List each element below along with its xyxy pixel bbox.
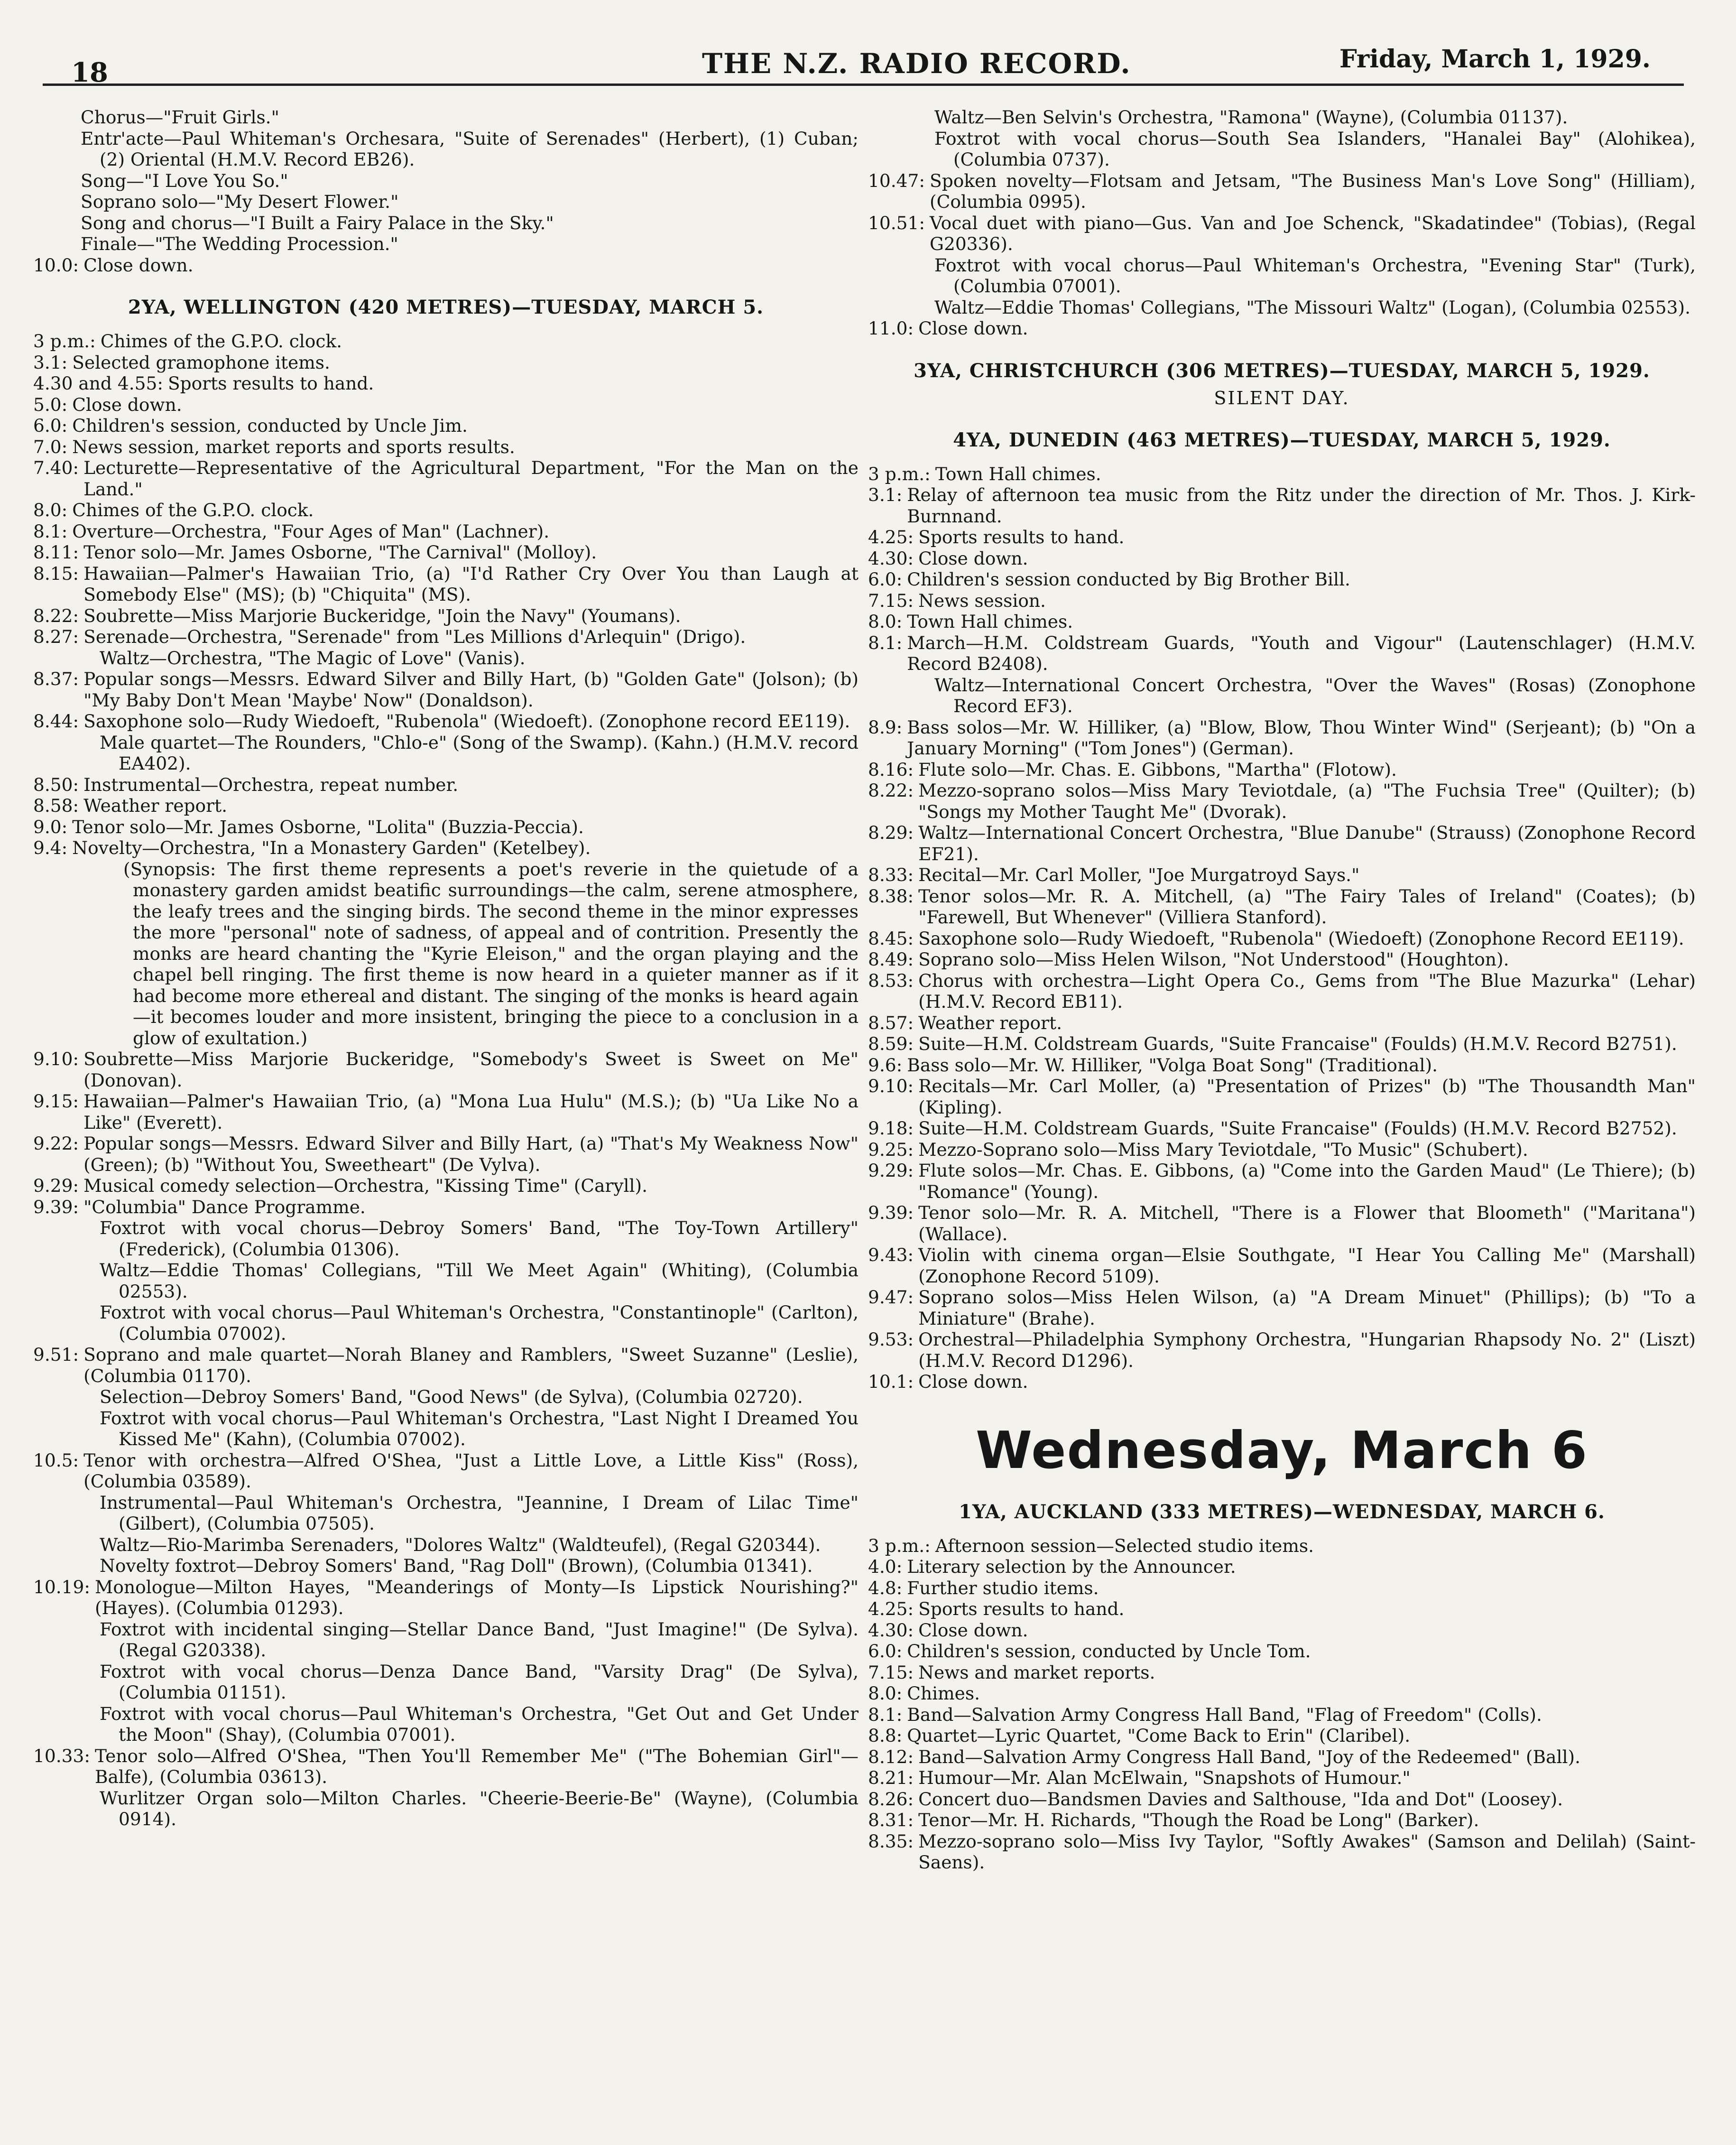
programme-item: Musical comedy selection—Orchestra, "Kissing Time" (Caryll). <box>83 1175 648 1196</box>
programme-time: 9.43: <box>868 1244 914 1265</box>
programme-item: Literary selection by the Announcer. <box>907 1556 1236 1577</box>
programme-item: Mezzo-soprano solo—Miss Ivy Taylor, "Softly Awakes" (Samson and Delilah) (Saint-Saens). <box>918 1830 1696 1873</box>
programme-item: Flute solo—Mr. Chas. E. Gibbons, "Martha" (Flotow). <box>918 759 1397 780</box>
station-heading-3ya: 3YA, CHRISTCHURCH (306 METRES)—TUESDAY, MARCH 5, 1929. <box>914 359 1650 382</box>
programme-sub-item: Waltz—Orchestra, "The Magic of Love" (Vanis). <box>100 647 526 669</box>
programme-time: 8.22: <box>33 605 79 626</box>
programme-item: Sports results to hand. <box>918 1598 1125 1619</box>
programme-item: Spoken novelty—Flotsam and Jetsam, "The Business Man's Love Song" (Hilliam), (Columbia 0995). <box>930 170 1696 212</box>
programme-entry <box>33 1091 859 1133</box>
programme-entry <box>868 1620 1696 1641</box>
programme-time: 4.8: <box>868 1577 903 1598</box>
programme-item: Serenade—Orchestra, "Serenade" from "Les Millions d'Arlequin" (Drigo). <box>83 626 746 647</box>
programme-item: Close down. <box>83 254 194 276</box>
programme-entry <box>868 318 1696 339</box>
programme-item: Quartet—Lyric Quartet, "Come Back to Erin" (Claribel). <box>907 1725 1411 1746</box>
programme-item: Chimes of the G.P.O. clock. <box>72 500 314 520</box>
programme-time: 8.35: <box>868 1830 914 1852</box>
programme-entry <box>33 669 859 711</box>
programme-time: 8.15: <box>33 563 79 584</box>
programme-time: 8.16: <box>868 759 914 780</box>
programme-entry <box>868 1139 1696 1161</box>
programme-time: 10.51: <box>868 212 925 233</box>
programme-time: 8.53: <box>868 970 914 991</box>
right-column <box>868 107 1696 2117</box>
programme-item: News session. <box>918 590 1046 611</box>
programme-item: Tenor solo—Mr. James Osborne, "Lolita" (Buzzia-Peccia). <box>72 816 584 837</box>
programme-item: Saxophone solo—Rudy Wiedoeft, "Rubenola" (Wiedoeft) (Zonophone Record EE119). <box>918 928 1684 949</box>
programme-entry <box>868 527 1696 548</box>
programme-entry <box>868 822 1696 864</box>
programme-entry <box>868 1725 1696 1746</box>
programme-sub-item: Instrumental—Paul Whiteman's Orchestra, "Jeannine, I Dream of Lilac Time" (Gilbert), (Columbia 07505). <box>100 1492 859 1534</box>
programme-item: Recitals—Mr. Carl Moller, (a) "Presentation of Prizes" (b) "The Thousandth Man" (Kipling). <box>918 1076 1696 1118</box>
programme-entry <box>33 521 859 542</box>
programme-item: News session, market reports and sports results. <box>72 436 515 457</box>
programme-item: Weather report. <box>83 795 228 816</box>
programme-time: 10.33: <box>33 1745 90 1766</box>
programme-sub-item: Entr'acte—Paul Whiteman's Orchesara, "Suite of Serenades" (Herbert), (1) Cuban; (2) Oriental (H.M.V. Record EB26). <box>81 128 859 170</box>
programme-sub-item: Wurlitzer Organ solo—Milton Charles. "Cheerie-Beerie-Be" (Wayne), (Columbia 0914). <box>100 1787 859 1829</box>
programme-time: 10.1: <box>868 1371 914 1392</box>
programme-time: 10.0: <box>33 254 79 276</box>
programme-entry <box>868 1831 1696 1873</box>
programme-time: 9.10: <box>33 1049 79 1069</box>
programme-item: Afternoon session—Selected studio items. <box>935 1535 1314 1556</box>
programme-item: Children's session conducted by Big Brother Bill. <box>907 569 1350 590</box>
programme-entry <box>868 1662 1696 1683</box>
page-number: 18 <box>71 57 108 88</box>
programme-time: 10.5: <box>33 1449 79 1471</box>
programme-sub-item: Selection—Debroy Somers' Band, "Good News" (de Sylva), (Columbia 02720). <box>100 1386 803 1407</box>
programme-entry <box>33 795 859 817</box>
programme-entry <box>868 1055 1696 1076</box>
programme-time: 3 p.m.: <box>868 463 931 484</box>
programme-item: Sports results to hand. <box>167 373 374 394</box>
programme-time: 8.27: <box>33 626 79 647</box>
programme-entry <box>33 817 859 838</box>
programme-entry <box>868 1160 1696 1202</box>
programme-item: Chimes. <box>907 1683 980 1704</box>
programme-item: Saxophone solo—Rudy Wiedoeft, "Rubenola" (Wiedoeft). (Zonophone record EE119). <box>83 711 850 732</box>
programme-entry <box>868 170 1696 213</box>
programme-item: Popular songs—Messrs. Edward Silver and Billy Hart, (a) "That's My Weakness Now" (Green); (b) "Without You, Sweetheart" (De Vylva). <box>83 1133 859 1175</box>
programme-entry <box>868 484 1696 527</box>
paper-title: THE N.Z. RADIO RECORD. <box>702 47 1131 80</box>
programme-item: Close down. <box>918 1371 1028 1392</box>
programme-item: Soprano solos—Miss Helen Wilson, (a) "A Dream Minuet" (Phillips); (b) "To a Miniature" (Brahe). <box>918 1287 1696 1329</box>
programme-entry <box>33 605 859 627</box>
programme-sub-item: Waltz—Eddie Thomas' Collegians, "The Missouri Waltz" (Logan), (Columbia 02553). <box>934 297 1691 318</box>
programme-time: 7.15: <box>868 590 914 611</box>
programme-entry <box>33 500 859 521</box>
programme-time: 8.31: <box>868 1810 914 1830</box>
programme-entry <box>868 1598 1696 1620</box>
programme-time: 8.50: <box>33 774 79 795</box>
programme-item: Further studio items. <box>907 1577 1099 1598</box>
programme-sub-item: Novelty foxtrot—Debroy Somers' Band, "Rag Doll" (Brown), (Columbia 01341). <box>100 1555 813 1576</box>
silent-day-note: SILENT DAY. <box>1214 387 1350 409</box>
programme-time: 9.51: <box>33 1344 79 1365</box>
programme-item: Close down. <box>918 1619 1028 1641</box>
programme-entry <box>868 632 1696 675</box>
station-heading-1ya: 1YA, AUCKLAND (333 METRES)—WEDNESDAY, MARCH 6. <box>959 1500 1605 1523</box>
programme-time: 9.4: <box>33 837 68 858</box>
programme-time: 9.47: <box>868 1287 914 1308</box>
programme-entry <box>868 1767 1696 1789</box>
programme-item: Town Hall chimes. <box>935 463 1101 484</box>
programme-item: Town Hall chimes. <box>907 611 1073 632</box>
programme-entry <box>868 1535 1696 1557</box>
programme-item: Close down. <box>918 548 1028 569</box>
programme-time: 8.21: <box>868 1767 914 1788</box>
programme-time: 8.11: <box>33 542 79 563</box>
programme-time: 3 p.m.: <box>33 331 96 352</box>
programme-sub-item: Foxtrot with vocal chorus—Denza Dance Band, "Varsity Drag" (De Sylva), (Columbia 01151). <box>100 1661 859 1703</box>
programme-item: Children's session, conducted by Uncle Jim. <box>72 415 468 436</box>
programme-item: Waltz—International Concert Orchestra, "Blue Danube" (Strauss) (Zonophone Record EF21). <box>918 822 1696 864</box>
programme-sub-item: Chorus—"Fruit Girls." <box>81 107 279 128</box>
programme-item: Orchestral—Philadelphia Symphony Orchestra, "Hungarian Rhapsody No. 2" (Liszt) (H.M.V. Record D1296). <box>918 1329 1696 1371</box>
programme-entry <box>868 569 1696 590</box>
programme-sub-item: Foxtrot with incidental singing—Stellar Dance Band, "Just Imagine!" (De Sylva). (Regal G20338). <box>100 1618 859 1661</box>
programme-sub-item: Soprano solo—"My Desert Flower." <box>81 191 399 212</box>
programme-entry <box>33 711 859 732</box>
programme-item: Band—Salvation Army Congress Hall Band, "Joy of the Redeemed" (Ball). <box>918 1746 1581 1767</box>
programme-time: 3.1: <box>868 484 903 505</box>
programme-item: Tenor—Mr. H. Richards, "Though the Road be Long" (Barker). <box>918 1810 1479 1830</box>
programme-entry <box>868 1746 1696 1768</box>
programme-entry <box>868 464 1696 485</box>
programme-entry <box>868 1033 1696 1055</box>
programme-sub-item: Waltz—Ben Selvin's Orchestra, "Ramona" (Wayne), (Columbia 01137). <box>934 107 1568 128</box>
programme-entry <box>868 1683 1696 1704</box>
programme-time: 10.19: <box>33 1576 90 1597</box>
programme-item: Bass solos—Mr. W. Hilliker, (a) "Blow, Blow, Thou Winter Wind" (Serjeant); (b) "On a January Morning" ("Tom Jones") (German). <box>907 716 1696 759</box>
programme-time: 8.29: <box>868 822 914 843</box>
programme-entry <box>868 1202 1696 1244</box>
programme-time: 9.53: <box>868 1329 914 1350</box>
programme-item: Bass solo—Mr. W. Hilliker, "Volga Boat Song" (Traditional). <box>907 1054 1438 1076</box>
programme-entry <box>33 1049 859 1091</box>
programme-item: Lecturette—Representative of the Agricultural Department, "For the Man on the Land." <box>83 457 859 500</box>
programme-sub-item: Foxtrot with vocal chorus—Paul Whiteman's Orchestra, "Constantinople" (Carlton), (Columbia 07002). <box>100 1302 859 1344</box>
programme-sub-item: Waltz—Eddie Thomas' Collegians, "Till We Meet Again" (Whiting), (Columbia 02553). <box>100 1260 859 1302</box>
programme-time: 8.58: <box>33 795 79 816</box>
programme-item: March—H.M. Coldstream Guards, "Youth and Vigour" (Lautenschlager) (H.M.V. Record B2408). <box>907 632 1696 674</box>
programme-entry <box>868 611 1696 632</box>
programme-time: 8.33: <box>868 864 914 885</box>
programme-item: Relay of afternoon tea music from the Ritz under the direction of Mr. Thos. J. Kirk-Burnnand. <box>907 484 1696 527</box>
programme-item: Hawaiian—Palmer's Hawaiian Trio, (a) "I'd Rather Cry Over You than Laugh at Somebody Else" (MS); (b) "Chiquita" (MS). <box>83 563 859 605</box>
masthead-rule <box>43 84 1684 86</box>
programme-time: 8.0: <box>868 611 903 632</box>
programme-entry <box>33 1344 859 1386</box>
programme-item: Tenor with orchestra—Alfred O'Shea, "Just a Little Love, a Little Kiss" (Ross), (Columbia 03589). <box>83 1449 859 1492</box>
programme-entry <box>33 563 859 605</box>
programme-item: Close down. <box>72 394 182 415</box>
programme-entry <box>868 928 1696 949</box>
programme-entry <box>33 1175 859 1197</box>
programme-item: Weather report. <box>918 1012 1062 1033</box>
programme-entry <box>868 780 1696 822</box>
day-heading: Wednesday, March 6 <box>975 1421 1588 1480</box>
programme-time: 8.12: <box>868 1746 914 1767</box>
programme-entry <box>868 1371 1696 1393</box>
programme-item: Soubrette—Miss Marjorie Buckeridge, "Join the Navy" (Youmans). <box>83 605 681 626</box>
programme-entry <box>33 626 859 648</box>
programme-item: Recital—Mr. Carl Moller, "Joe Murgatroyd Says." <box>918 864 1360 885</box>
programme-time: 4.25: <box>868 1598 914 1619</box>
programme-item: Vocal duet with piano—Gus. Van and Joe Schenck, "Skadatindee" (Tobias), (Regal G20336). <box>930 212 1696 254</box>
programme-time: 8.1: <box>33 520 68 542</box>
programme-time: 8.49: <box>868 949 914 970</box>
programme-time: 4.25: <box>868 527 914 548</box>
programme-time: 9.0: <box>33 816 68 837</box>
programme-entry <box>868 213 1696 255</box>
programme-item: Chorus with orchestra—Light Opera Co., Gems from "The Blue Mazurka" (Lehar) (H.M.V. Record EB11). <box>918 970 1696 1012</box>
masthead <box>43 38 1684 90</box>
programme-time: 6.0: <box>868 569 903 590</box>
programme-item: Soubrette—Miss Marjorie Buckeridge, "Somebody's Sweet is Sweet on Me" (Donovan). <box>83 1049 859 1091</box>
programme-time: 10.47: <box>868 170 925 191</box>
programme-item: Children's session, conducted by Uncle Tom. <box>907 1641 1311 1662</box>
programme-entry <box>33 1450 859 1492</box>
programme-entry <box>33 394 859 416</box>
programme-entry <box>33 542 859 563</box>
programme-entry <box>868 590 1696 612</box>
programme-item: "Columbia" Dance Programme. <box>83 1196 366 1217</box>
programme-item: Tenor solos—Mr. R. A. Mitchell, (a) "The Fairy Tales of Ireland" (Coates); (b) "Farewell, But Whenever" (Villiera Stanford). <box>918 885 1696 928</box>
programme-sub-item: Song—"I Love You So." <box>81 170 288 191</box>
programme-entry <box>33 457 859 500</box>
programme-entry <box>868 886 1696 928</box>
programme-entry <box>868 949 1696 970</box>
programme-item: Concert duo—Bandsmen Davies and Salthouse, "Ida and Dot" (Loosey). <box>918 1788 1563 1810</box>
programme-item: Soprano solo—Miss Helen Wilson, "Not Understood" (Houghton). <box>918 949 1509 970</box>
programme-time: 7.40: <box>33 457 79 478</box>
programme-entry <box>33 1746 859 1788</box>
programme-time: 9.29: <box>868 1160 914 1181</box>
programme-time: 8.59: <box>868 1033 914 1054</box>
programme-entry <box>868 1641 1696 1662</box>
programme-item: News and market reports. <box>918 1662 1155 1683</box>
programme-entry <box>868 1329 1696 1371</box>
programme-sub-item: Waltz—Rio-Marimba Serenaders, "Dolores Waltz" (Waldteufel), (Regal G20344). <box>100 1534 821 1555</box>
programme-item: Selected gramophone items. <box>72 352 330 373</box>
programme-time: 8.9: <box>868 716 903 738</box>
programme-sub-item: Foxtrot with vocal chorus—Paul Whiteman's Orchestra, "Get Out and Get Under the Moon" (Shay), (Columbia 07001). <box>100 1703 859 1745</box>
programme-time: 11.0: <box>868 318 914 339</box>
programme-item: Instrumental—Orchestra, repeat number. <box>83 774 459 795</box>
programme-item: Soprano and male quartet—Norah Blaney and Ramblers, "Sweet Suzanne" (Leslie), (Columbia 01170). <box>83 1344 859 1386</box>
programme-time: 8.26: <box>868 1788 914 1810</box>
programme-entry <box>33 331 859 352</box>
programme-time: 9.6: <box>868 1054 903 1076</box>
programme-item: Close down. <box>918 318 1028 339</box>
programme-time: 4.30: <box>868 548 914 569</box>
programme-time: 8.22: <box>868 780 914 801</box>
programme-sub-item: Foxtrot with vocal chorus—Paul Whiteman's Orchestra, "Last Night I Dreamed You Kissed Me" (Kahn), (Columbia 07002). <box>100 1407 859 1449</box>
programme-sub-item: Finale—"The Wedding Procession." <box>81 233 398 254</box>
programme-entry <box>868 1076 1696 1118</box>
programme-item: Tenor solo—Alfred O'Shea, "Then You'll Remember Me" ("The Bohemian Girl"—Balfe), (Columbia 03613). <box>95 1745 859 1787</box>
station-heading-2ya: 2YA, WELLINGTON (420 METRES)—TUESDAY, MARCH 5. <box>128 296 764 318</box>
programme-entry <box>33 1197 859 1218</box>
programme-time: 8.0: <box>33 500 68 520</box>
programme-item: Monologue—Milton Hayes, "Meanderings of Monty—Is Lipstick Nourishing?" (Hayes). (Columbia 01293). <box>95 1576 859 1618</box>
programme-entry <box>33 436 859 458</box>
programme-entry <box>33 774 859 796</box>
programme-entry <box>868 1118 1696 1139</box>
programme-time: 4.30 and 4.55: <box>33 373 163 394</box>
programme-synopsis: (Synopsis: The first theme represents a poet's reverie in the quietude of a monastery garden amidst beatific surroundings—the calm, serene atmosphere, the leafy trees and the singing birds. The second theme in the minor expresses the more "personal" note of sadness, of appeal and of contrition. Presently the monks are heard chanting the "Kyrie Eleison," and the organ playing and the chapel bell ringing. The first theme is now heard in a quieter manner as if it had become more ethereal and distant. The singing of the monks is heard again—it becomes louder and more insistent, bringing the piece to a conclusion in a glow of exultation.) <box>123 858 859 1049</box>
programme-entry <box>33 373 859 394</box>
programme-time: 7.0: <box>33 436 68 457</box>
programme-entry <box>868 1578 1696 1599</box>
programme-time: 9.15: <box>33 1091 79 1112</box>
programme-entry <box>33 352 859 373</box>
programme-time: 8.38: <box>868 885 914 907</box>
programme-time: 8.44: <box>33 711 79 732</box>
programme-time: 8.1: <box>868 1704 903 1725</box>
programme-entry <box>868 1244 1696 1287</box>
programme-entry <box>868 970 1696 1012</box>
programme-time: 9.25: <box>868 1139 914 1160</box>
issue-date: Friday, March 1, 1929. <box>1339 45 1651 74</box>
programme-time: 9.10: <box>868 1076 914 1096</box>
programme-entry <box>868 1556 1696 1578</box>
programme-time: 7.15: <box>868 1662 914 1683</box>
programme-item: Humour—Mr. Alan McElwain, "Snapshots of Humour." <box>918 1767 1411 1788</box>
programme-time: 4.30: <box>868 1619 914 1641</box>
programme-item: Mezzo-soprano solos—Miss Mary Teviotdale, (a) "The Fuchsia Tree" (Quilter); (b) "Songs my Mother Taught Me" (Dvorak). <box>918 780 1696 822</box>
programme-sub-item: Song and chorus—"I Built a Fairy Palace in the Sky." <box>81 212 554 233</box>
programme-item: Band—Salvation Army Congress Hall Band, "Flag of Freedom" (Colls). <box>907 1704 1542 1725</box>
programme-sub-item: Waltz—International Concert Orchestra, "Over the Waves" (Rosas) (Zonophone Record EF3). <box>934 674 1696 716</box>
programme-time: 8.57: <box>868 1012 914 1033</box>
programme-time: 9.18: <box>868 1118 914 1139</box>
programme-entry <box>868 759 1696 780</box>
programme-sub-item: Foxtrot with vocal chorus—Debroy Somers' Band, "The Toy-Town Artillery" (Frederick), (Columbia 01306). <box>100 1217 859 1260</box>
programme-time: 4.0: <box>868 1556 903 1577</box>
programme-item: Novelty—Orchestra, "In a Monastery Garden" (Ketelbey). <box>72 837 591 858</box>
programme-entry <box>868 864 1696 886</box>
programme-entry <box>868 717 1696 759</box>
programme-time: 9.22: <box>33 1133 79 1154</box>
programme-item: Suite—H.M. Coldstream Guards, "Suite Francaise" (Foulds) (H.M.V. Record B2752). <box>918 1118 1677 1139</box>
programme-time: 8.8: <box>868 1725 903 1746</box>
programme-entry <box>868 1789 1696 1810</box>
programme-time: 8.45: <box>868 928 914 949</box>
programme-item: Overture—Orchestra, "Four Ages of Man" (Lachner). <box>72 520 550 542</box>
programme-sub-item: Foxtrot with vocal chorus—Paul Whiteman's Orchestra, "Evening Star" (Turk), (Columbia 07001). <box>934 254 1696 297</box>
programme-entry <box>868 1287 1696 1329</box>
programme-time: 5.0: <box>33 394 68 415</box>
programme-time: 3.1: <box>33 352 68 373</box>
programme-item: Popular songs—Messrs. Edward Silver and Billy Hart, (b) "Golden Gate" (Jolson); (b) "My Baby Don't Mean 'Maybe' Now" (Donaldson). <box>83 669 859 711</box>
programme-item: Sports results to hand. <box>918 527 1125 548</box>
station-heading-4ya: 4YA, DUNEDIN (463 METRES)—TUESDAY, MARCH 5, 1929. <box>953 428 1611 451</box>
programme-entry <box>33 255 859 276</box>
programme-entry <box>33 837 859 859</box>
left-column <box>33 107 859 2117</box>
programme-entry <box>868 1012 1696 1034</box>
programme-time: 8.1: <box>868 632 903 653</box>
programme-sub-item: Male quartet—The Rounders, "Chlo-e" (Song of the Swamp). (Kahn.) (H.M.V. record EA402). <box>100 732 859 774</box>
programme-item: Violin with cinema organ—Elsie Southgate, "I Hear You Calling Me" (Marshall) (Zonophone Record 5109). <box>918 1244 1696 1287</box>
programme-entry <box>868 1704 1696 1726</box>
programme-item: Flute solos—Mr. Chas. E. Gibbons, (a) "Come into the Garden Maud" (Le Thiere); (b) "Romance" (Young). <box>918 1160 1696 1202</box>
programme-time: 9.39: <box>868 1202 914 1223</box>
programme-entry <box>868 548 1696 569</box>
programme-item: Tenor solo—Mr. James Osborne, "The Carnival" (Molloy). <box>83 542 597 563</box>
programme-item: Mezzo-Soprano solo—Miss Mary Teviotdale, "To Music" (Schubert). <box>918 1139 1528 1160</box>
programme-entry <box>33 1133 859 1175</box>
programme-time: 8.0: <box>868 1683 903 1704</box>
programme-time: 3 p.m.: <box>868 1535 931 1556</box>
programme-item: Chimes of the G.P.O. clock. <box>100 331 342 352</box>
programme-entry <box>33 415 859 436</box>
programme-item: Tenor solo—Mr. R. A. Mitchell, "There is a Flower that Bloometh" ("Maritana") (Wallace). <box>918 1202 1696 1244</box>
programme-time: 6.0: <box>868 1641 903 1662</box>
programme-time: 6.0: <box>33 415 68 436</box>
programme-entry <box>868 1810 1696 1831</box>
programme-entry <box>33 1577 859 1619</box>
programme-time: 9.29: <box>33 1175 79 1196</box>
programme-time: 8.37: <box>33 669 79 689</box>
programme-time: 9.39: <box>33 1196 79 1217</box>
programme-sub-item: Foxtrot with vocal chorus—South Sea Islanders, "Hanalei Bay" (Alohikea), (Columbia 0737). <box>934 128 1696 170</box>
programme-item: Hawaiian—Palmer's Hawaiian Trio, (a) "Mona Lua Hulu" (M.S.); (b) "Ua Like No a Like" (Everett). <box>83 1091 859 1133</box>
programme-item: Suite—H.M. Coldstream Guards, "Suite Francaise" (Foulds) (H.M.V. Record B2751). <box>918 1033 1677 1054</box>
